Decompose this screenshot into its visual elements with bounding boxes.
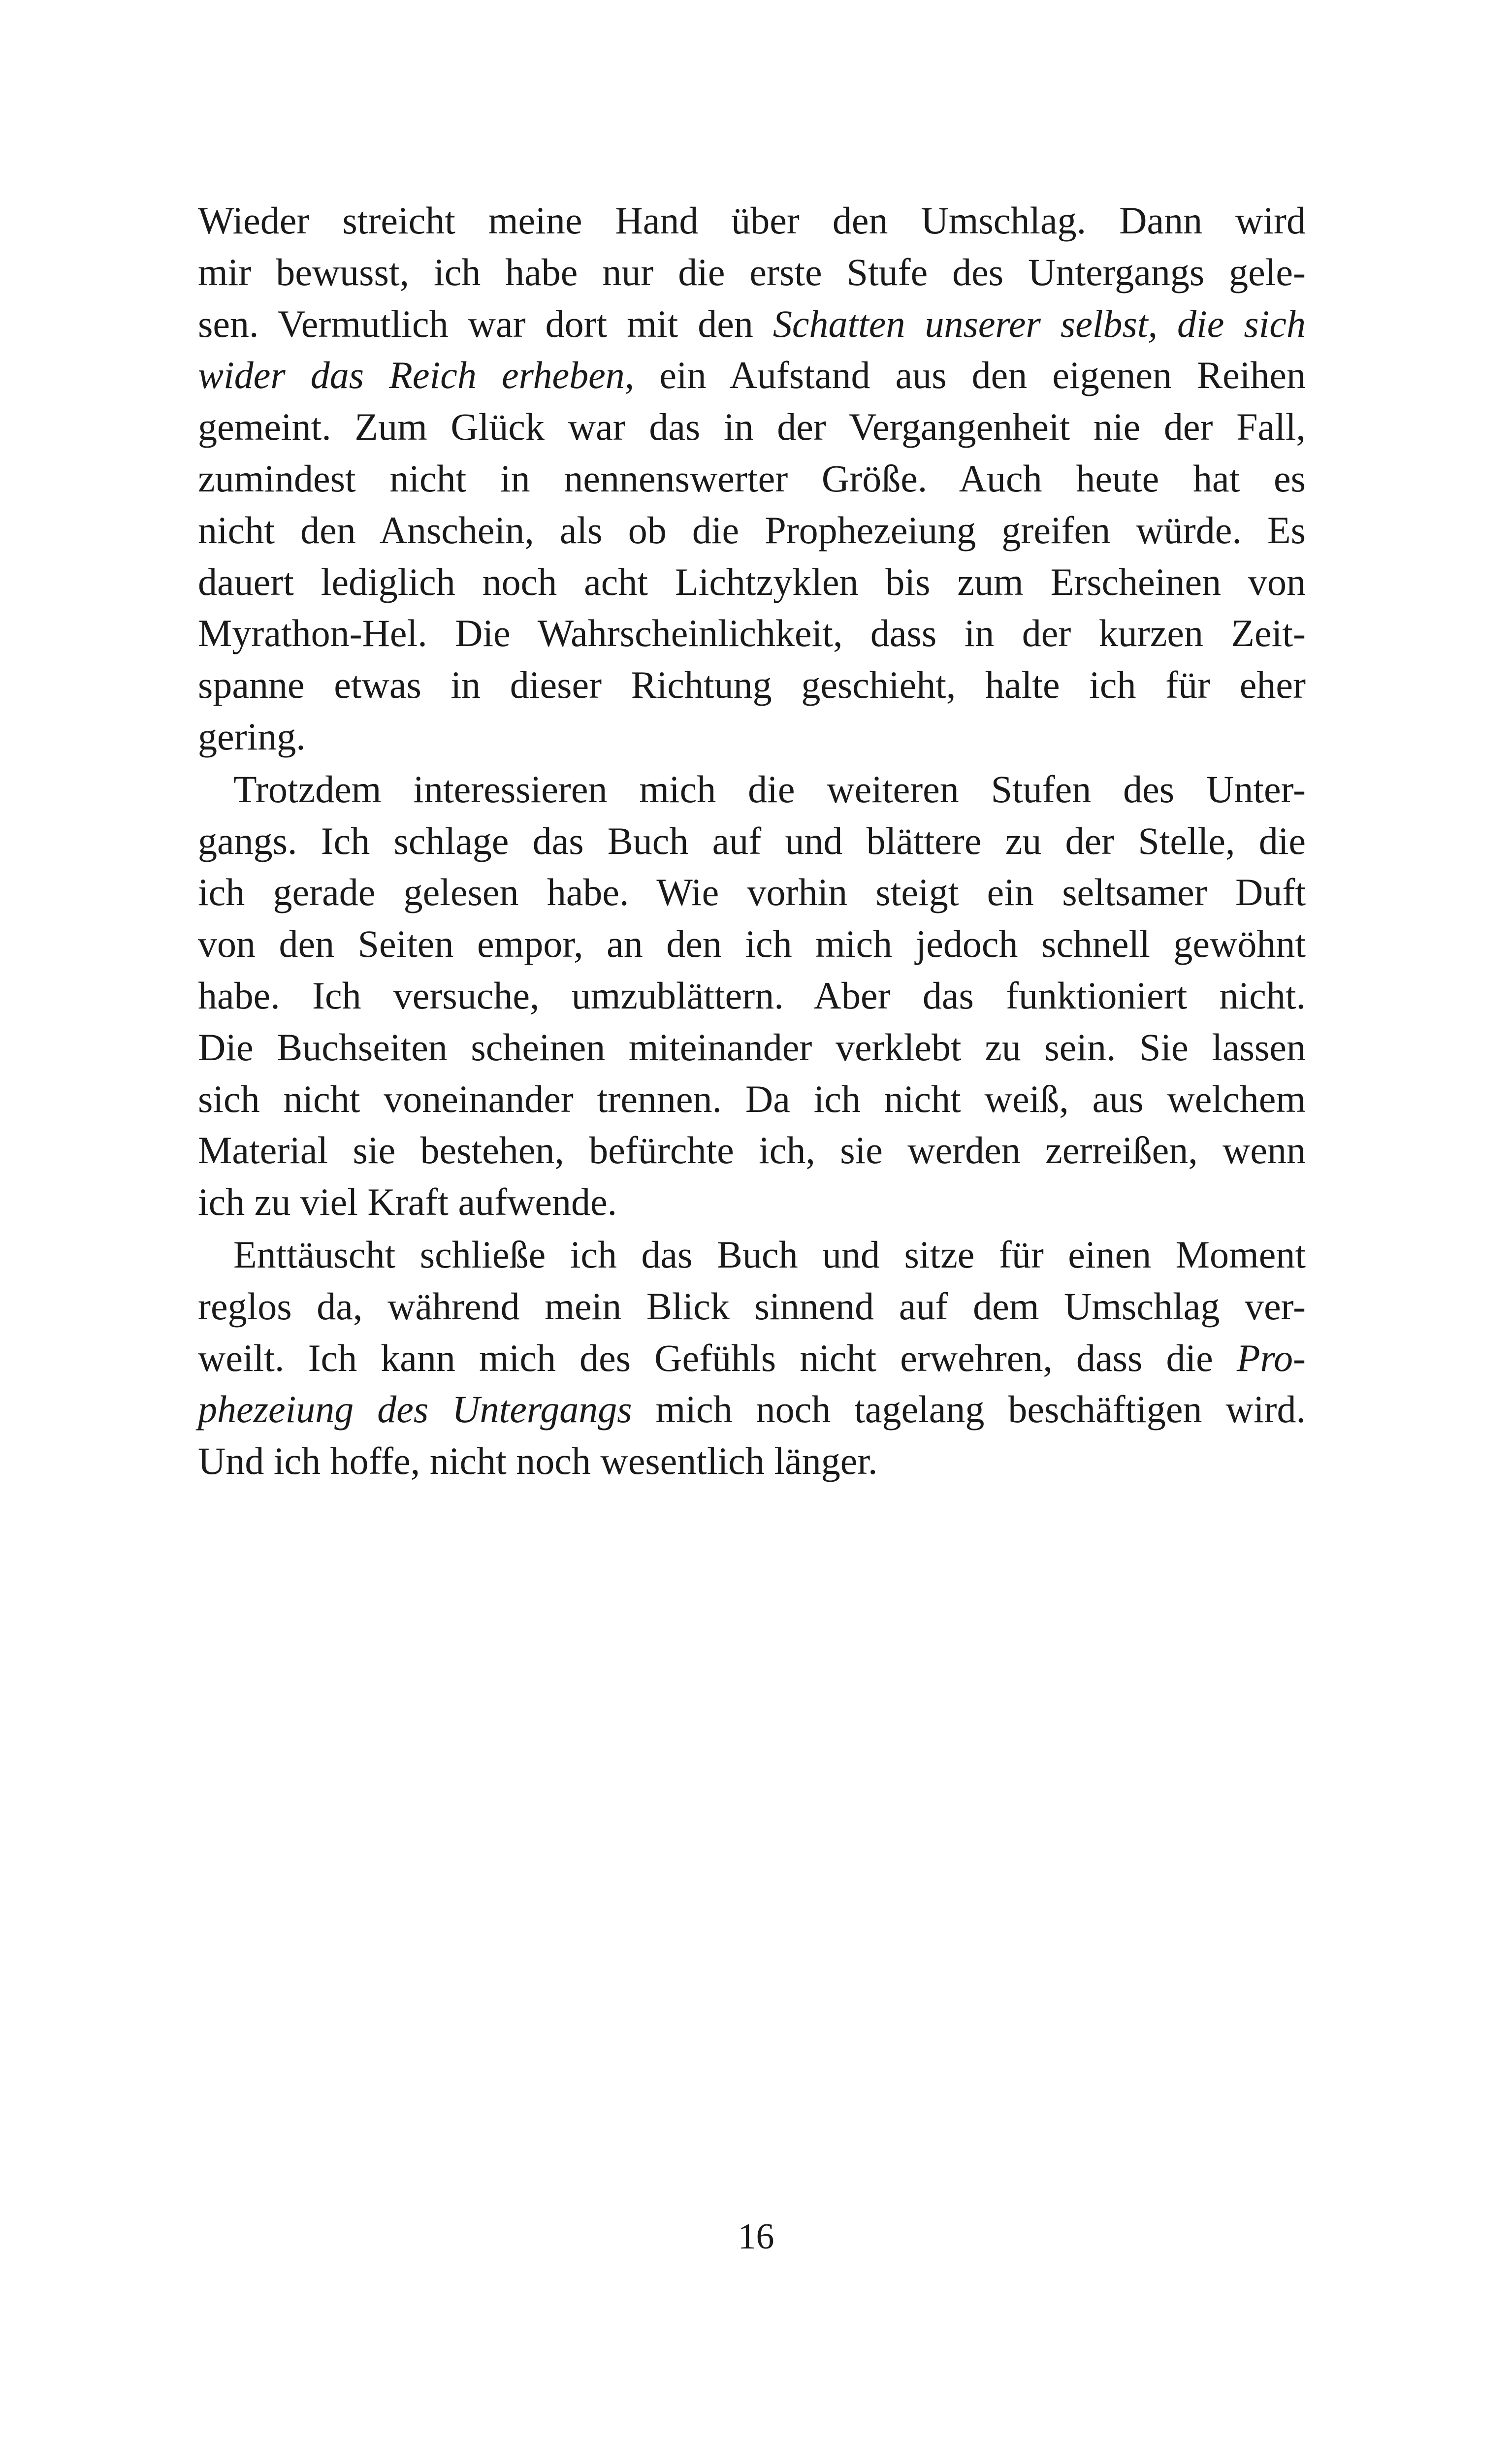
text-line (198, 1435, 1306, 1487)
text-run: mich noch tagelang beschäftigen wird. (632, 1388, 1306, 1431)
text-line (198, 298, 1306, 350)
body-text (198, 195, 1306, 1488)
text-run: mir bewusst, ich habe nur die erste Stufe des Untergangs gele- (198, 250, 1306, 293)
text-line (198, 608, 1306, 659)
text-run: ich gerade gelesen habe. Wie vorhin steigt ein seltsamer Duft (198, 871, 1306, 914)
text-run: Material sie bestehen, befürchte ich, sie werden zerreißen, wenn (198, 1129, 1306, 1172)
paragraph (198, 195, 1306, 763)
text-line (198, 970, 1306, 1022)
text-run: weilt. Ich kann mich des Gefühls nicht erwehren, dass die (198, 1336, 1237, 1379)
text-line (198, 711, 1306, 763)
text-run: Die Buchseiten scheinen miteinander verklebt zu sein. Sie lassen (198, 1025, 1306, 1069)
text-run: gering. (198, 715, 306, 758)
text-run: zumindest nicht in nennenswerter Größe. Auch heute hat es (198, 456, 1306, 500)
text-run: reglos da, während mein Blick sinnend auf dem Umschlag ver- (198, 1284, 1306, 1328)
text-run: gangs. Ich schlage das Buch auf und blättere zu der Stelle, die (198, 819, 1306, 862)
text-line (198, 247, 1306, 298)
text-line (198, 401, 1306, 453)
text-line (198, 1125, 1306, 1176)
text-run: Und ich hoffe, nicht noch wesentlich länger. (198, 1439, 878, 1483)
text-line (198, 867, 1306, 918)
text-run: dauert lediglich noch acht Lichtzyklen bis zum Erscheinen von (198, 560, 1306, 603)
text-run: habe. Ich versuche, umzublättern. Aber das funktioniert nicht. (198, 974, 1306, 1017)
text-run: nicht den Anschein, als ob die Prophezeiung greifen würde. Es (198, 508, 1306, 552)
text-line (198, 453, 1306, 505)
text-run: Trotzdem interessieren mich die weiteren Stufen des Unter- (233, 767, 1306, 811)
text-run: Myrathon-Hel. Die Wahrscheinlichkeit, dass in der kurzen Zeit- (198, 612, 1306, 655)
text-run: sich nicht voneinander trennen. Da ich nicht weiß, aus welchem (198, 1077, 1306, 1120)
text-line (198, 659, 1306, 711)
text-line (198, 505, 1306, 556)
text-line (198, 1333, 1306, 1384)
paragraph (198, 1229, 1306, 1487)
page-number: 16 (738, 2216, 774, 2257)
text-run: von den Seiten empor, an den ich mich jedoch schnell gewöhnt (198, 922, 1306, 966)
text-line (198, 1281, 1306, 1333)
text-line (198, 1022, 1306, 1074)
text-line (198, 556, 1306, 608)
italic-text: wider das Reich erheben, (198, 354, 635, 397)
text-line (198, 1074, 1306, 1125)
text-line (198, 1384, 1306, 1435)
text-run: ich zu viel Kraft aufwende. (198, 1180, 617, 1224)
text-run: gemeint. Zum Glück war das in der Vergangenheit nie der Fall, (198, 405, 1306, 449)
text-run: ein Aufstand aus den eigenen Reihen (634, 354, 1306, 397)
text-run: spanne etwas in dieser Richtung geschieht, halte ich für eher (198, 663, 1306, 707)
text-line (198, 1229, 1306, 1281)
text-line (198, 764, 1306, 815)
italic-text: Schatten unserer selbst, die sich (772, 302, 1306, 345)
text-line (198, 918, 1306, 970)
text-run: Enttäuscht schließe ich das Buch und sitze für einen Moment (233, 1233, 1306, 1276)
text-line (198, 815, 1306, 867)
paragraph (198, 764, 1306, 1228)
text-line (198, 350, 1306, 401)
text-run: sen. Vermutlich war dort mit den (198, 302, 773, 345)
italic-text: phezeiung des Untergangs (198, 1388, 632, 1431)
text-run: Wieder streicht meine Hand über den Umschlag. Dann wird (198, 199, 1306, 242)
text-line (198, 195, 1306, 247)
italic-text: Pro- (1236, 1336, 1306, 1379)
text-line (198, 1176, 1306, 1228)
